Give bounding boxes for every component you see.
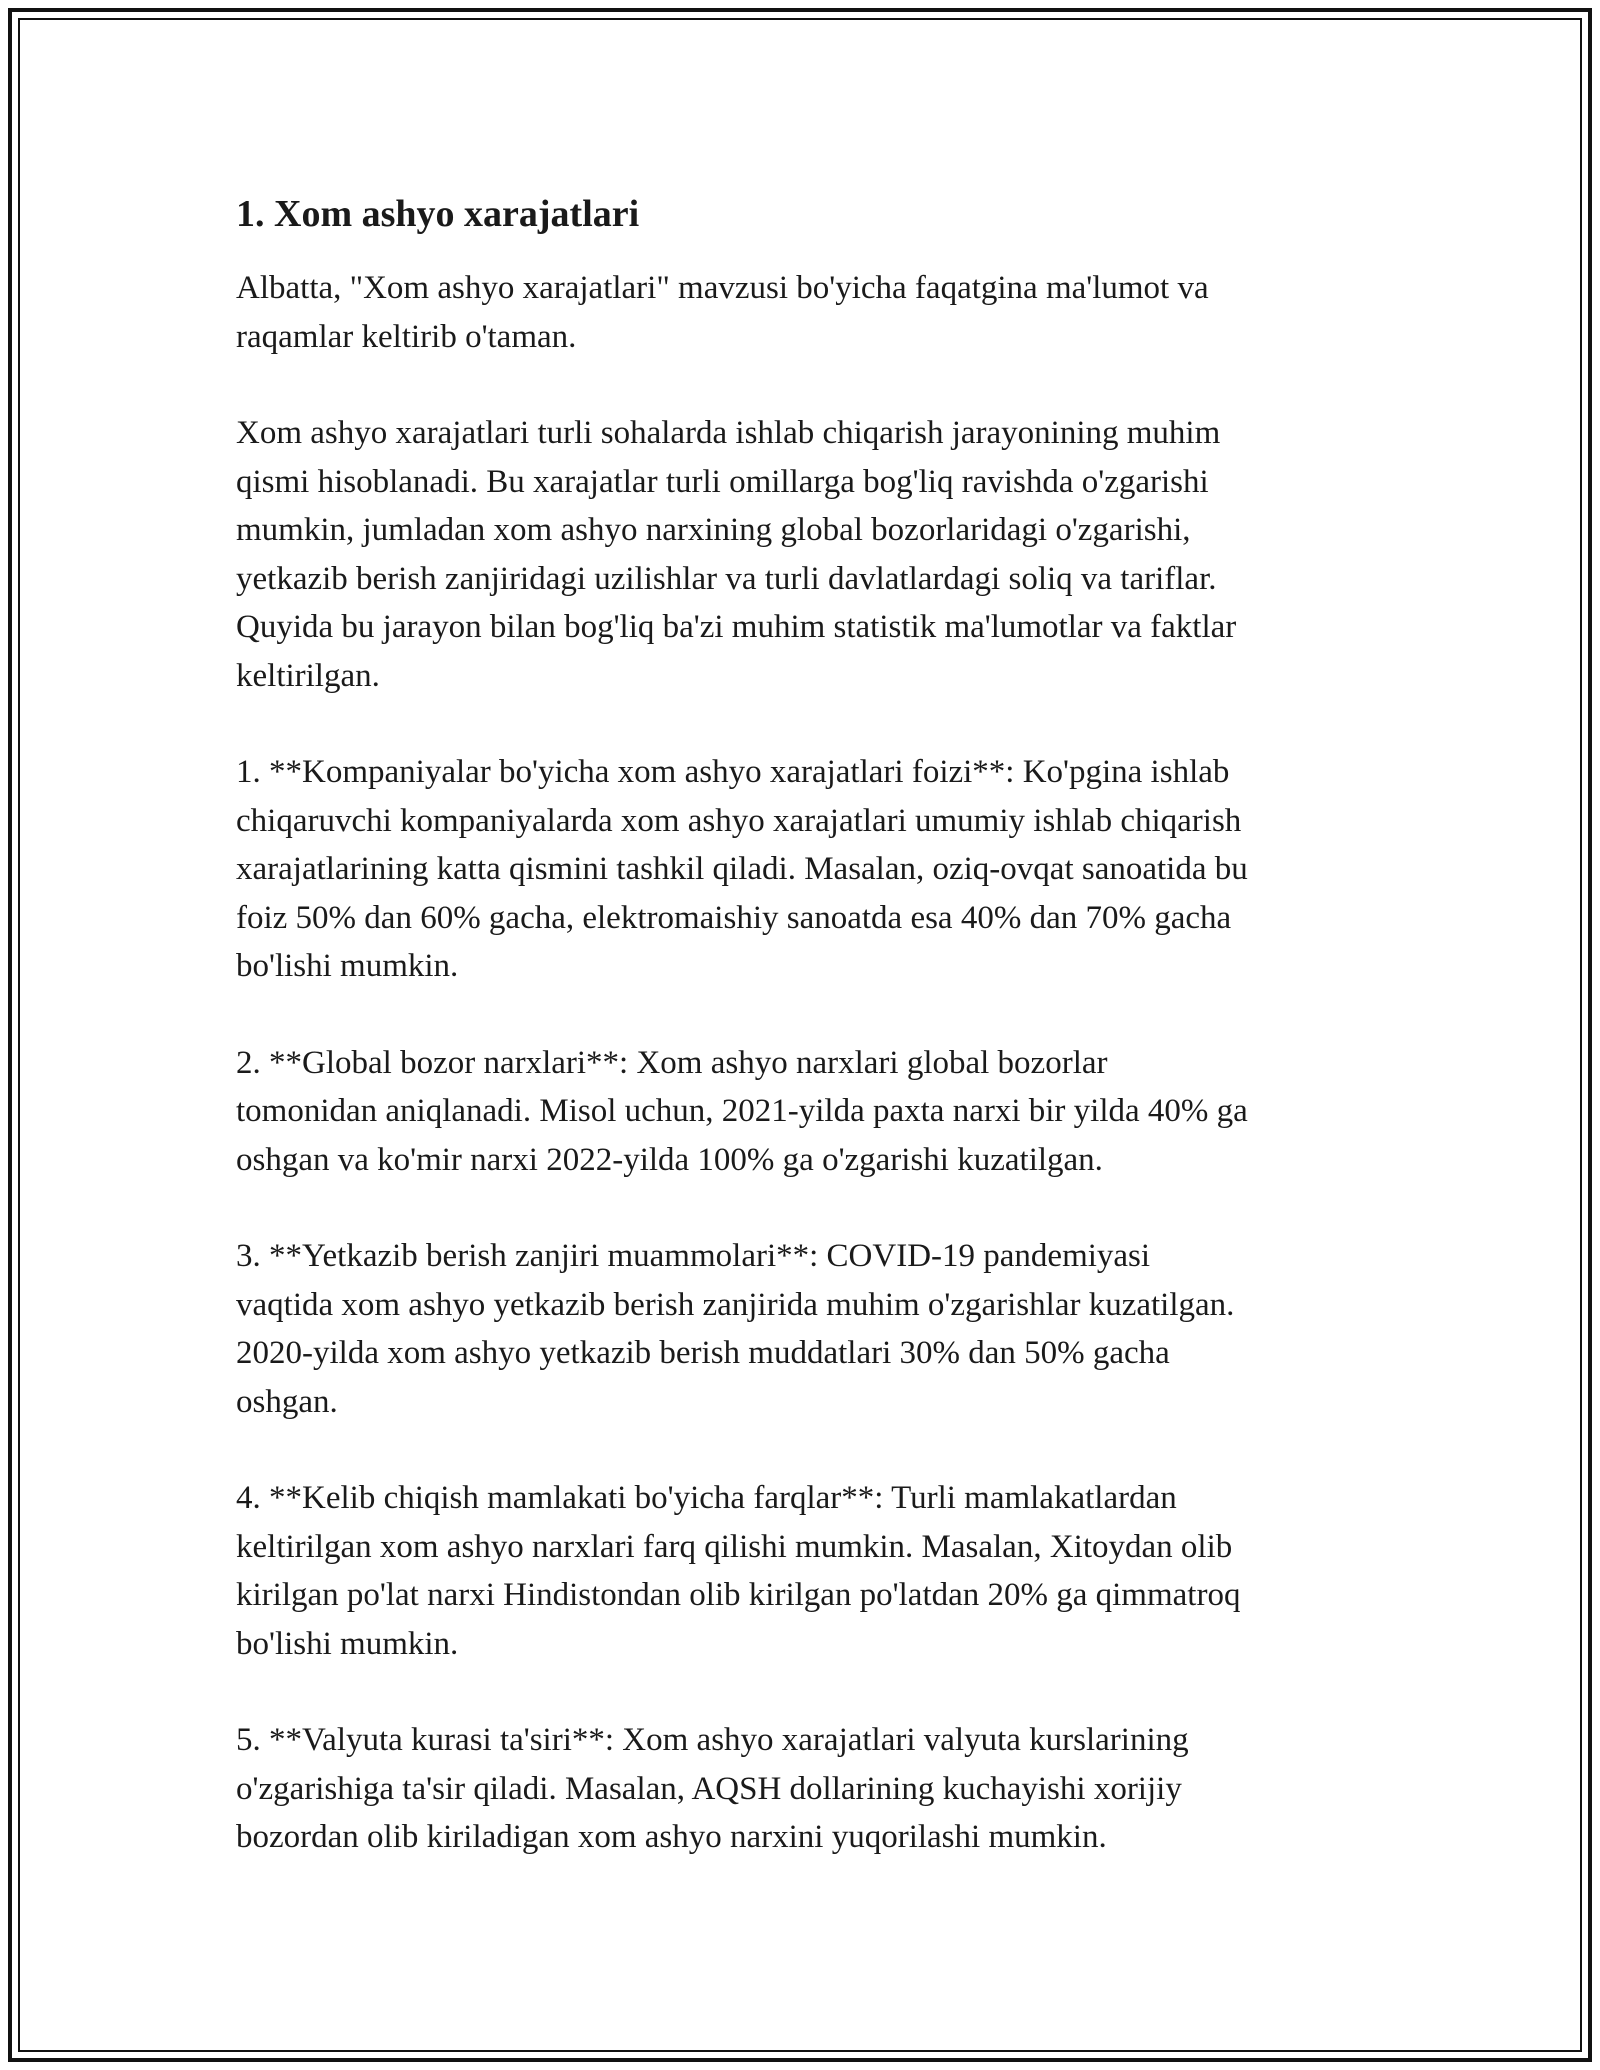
document-title: 1. Xom ashyo xarajatlari [236,193,640,235]
paragraph-intro: Albatta, "Xom ashyo xarajatlari" mavzusi bo'yicha faqatgina ma'lumot va raqamlar keltirib o'taman. [236,270,1209,355]
list-item-3: 3. **Yetkazib berish zanjiri muammolari**: COVID-19 pandemiyasi vaqtida xom ashyo yetkazib berish zanjirida muhim o'zgarishlar kuzatilgan. 2020-yilda xom ashyo yetkazib berish muddatlari 30% dan 50% gacha oshgan. [236,1238,1235,1420]
document-body [236,190,1376,1862]
list-item-2: 2. **Global bozor narxlari**: Xom ashyo narxlari global bozorlar tomonidan aniqlanadi. Misol uchun, 2021-yilda paxta narxi bir yilda 40% ga oshgan va ko'mir narxi 2022-yilda 100% ga o'zgarishi kuzatilgan. [236,1044,1248,1178]
list-item-1: 1. **Kompaniyalar bo'yicha xom ashyo xarajatlari foizi**: Ko'pgina ishlab chiqaruvchi kompaniyalarda xom ashyo xarajatlari umumiy ishlab chiqarish xarajatlarining katta qismini tashkil qiladi. Masalan, oziq-ovqat sanoatida bu foiz 50% dan 60% gacha, elektromaishiy sanoatda esa 40% dan 70% gacha bo'lishi mumkin. [236,754,1248,984]
list-item-5: 5. **Valyuta kurasi ta'siri**: Xom ashyo xarajatlari valyuta kurslarining o'zgarishiga ta'sir qiladi. Masalan, AQSH dollarining kuchayishi xorijiy bozordan olib kiriladigan xom ashyo narxini yuqorilashi mumkin. [236,1722,1189,1855]
paragraph-overview: Xom ashyo xarajatlari turli sohalarda ishlab chiqarish jarayonining muhim qismi hisoblanadi. Bu xarajatlar turli omillarga bog'liq ravishda o'zgarishi mumkin, jumladan xom ashyo narxining global bozorlaridagi o'zgarishi, yetkazib berish zanjiridagi uzilishlar va turli davlatlardagi soliq va tariflar. Quyida bu jarayon bilan bog'liq ba'zi muhim statistik ma'lumotlar va faktlar keltirilgan. [236,415,1237,694]
list-item-4: 4. **Kelib chiqish mamlakati bo'yicha farqlar**: Turli mamlakatlardan keltirilgan xom ashyo narxlari farq qilishi mumkin. Masalan, Xitoydan olib kirilgan po'lat narxi Hindistondan olib kirilgan po'latdan 20% ga qimmatroq bo'lishi mumkin. [236,1480,1241,1662]
